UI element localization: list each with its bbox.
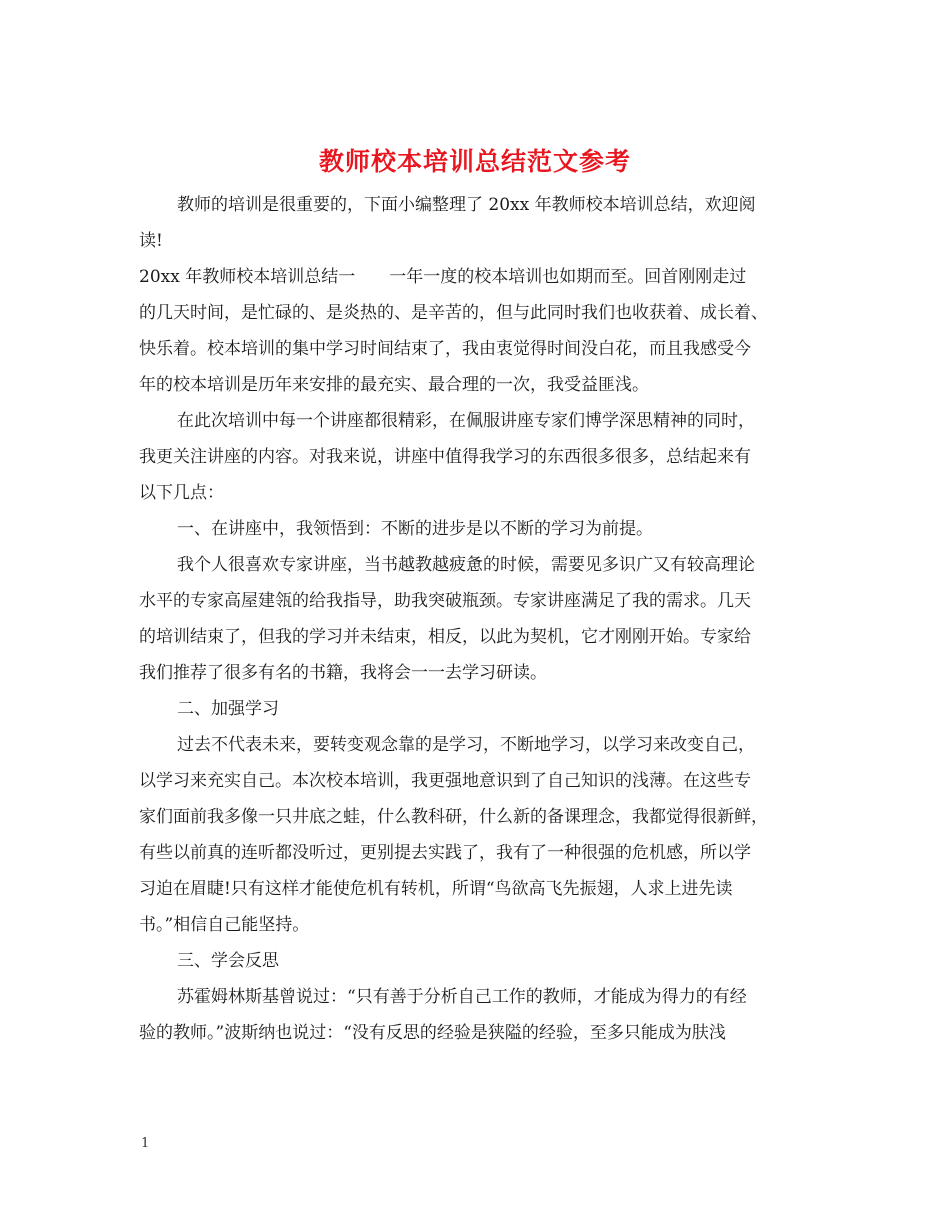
text-line: 快乐着。校本培训的集中学习时间结束了，我由衷觉得时间没白花，而且我感受今 [139,339,751,359]
text-line: 一、在讲座中，我领悟到：不断的进步是以不断的学习为前提。 [177,519,653,539]
text-line: 水平的专家高屋建瓴的给我指导，助我突破瓶颈。专家讲座满足了我的需求。几天 [139,591,751,611]
text-line: 读! [139,231,163,251]
text-line: 我更关注讲座的内容。对我来说，讲座中值得我学习的东西很多很多，总结起来有 [139,447,751,467]
text-line: 过去不代表未来，要转变观念靠的是学习，不断地学习，以学习来改变自己， [177,735,755,755]
text-line: 的培训结束了，但我的学习并未结束，相反，以此为契机，它才刚刚开始。专家给 [139,627,751,647]
text-line: 家们面前我多像一只井底之蛙，什么教科研，什么新的备课理念，我都觉得很新鲜， [139,807,768,827]
section-heading: 三、学会反思 [177,951,279,971]
text-line: 我们推荐了很多有名的书籍，我将会一一去学习研读。 [139,663,547,683]
text-line: 年的校本培训是历年来安排的最充实、最合理的一次，我受益匪浅。 [139,375,649,395]
text-line: 有些以前真的连听都没听过，更别提去实践了，我有了一种很强的危机感，所以学 [139,843,751,863]
text-line: 20xx 年教师校本培训总结一 一年一度的校本培训也如期而至。回首刚刚走过 [139,267,747,287]
page-number: 1 [141,1136,150,1151]
text-line: 在此次培训中每一个讲座都很精彩，在佩服讲座专家们博学深思精神的同时， [177,411,755,431]
text-line: 的几天时间，是忙碌的、是炎热的、是辛苦的，但与此同时我们也收获着、成长着、 [139,303,768,323]
document-title: 教师校本培训总结范文参考 [318,147,631,176]
section-heading: 二、加强学习 [177,699,279,719]
text-line: 我个人很喜欢专家讲座，当书越教越疲惫的时候，需要见多识广又有较高理论 [177,555,755,575]
text-line: 书。”相信自己能坚持。 [139,915,310,935]
text-line: 教师的培训是很重要的，下面小编整理了 20xx 年教师校本培训总结，欢迎阅 [177,195,756,215]
text-line: 以学习来充实自己。本次校本培训，我更强地意识到了自己知识的浅薄。在这些专 [139,771,751,791]
text-line: 习迫在眉睫!只有这样才能使危机有转机，所谓“鸟欲高飞先振翅，人求上进先读 [139,879,733,899]
text-line: 苏霍姆林斯基曾说过：“只有善于分析自己工作的教师，才能成为得力的有经 [177,987,747,1007]
text-line: 以下几点： [139,483,224,503]
text-line: 验的教师。”波斯纳也说过：“没有反思的经验是狭隘的经验，至多只能成为肤浅 [139,1023,726,1043]
